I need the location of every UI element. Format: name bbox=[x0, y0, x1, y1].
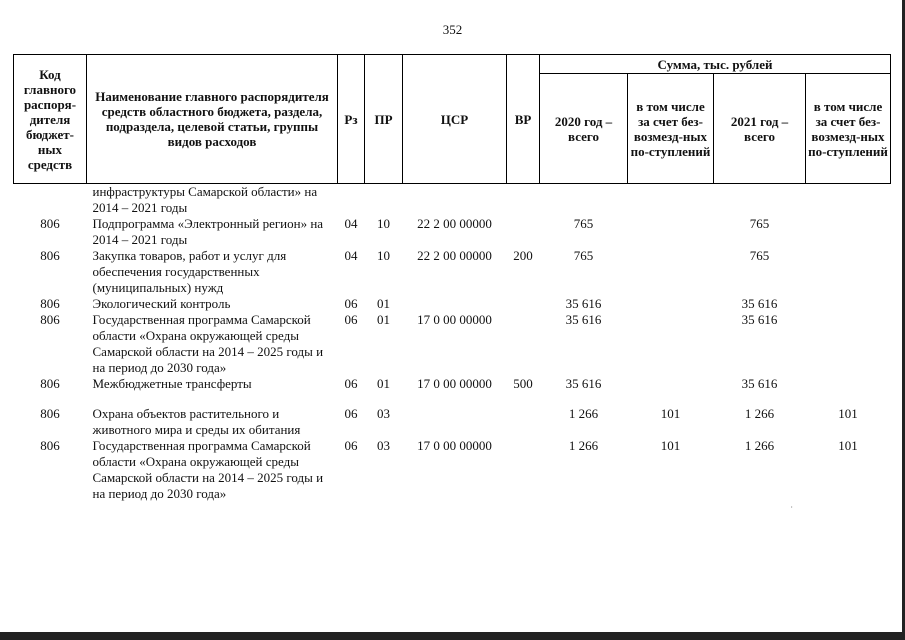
cell-pr bbox=[365, 184, 403, 217]
cell-code bbox=[14, 184, 87, 217]
scan-speck: · bbox=[790, 503, 793, 512]
header-sum-group: Сумма, тыс. рублей bbox=[540, 55, 891, 74]
cell-name: Государственная программа Самарской области «Охрана окружающей среды Самарской области на 2014 – 2025 годы и на период до 2030 года» bbox=[92, 312, 324, 375]
cell-pr: 03 bbox=[377, 438, 390, 453]
header-pr: ПР bbox=[365, 55, 403, 184]
table-row bbox=[14, 376, 891, 392]
cell-2021-grants bbox=[806, 296, 891, 312]
cell-2021-grants bbox=[806, 248, 891, 296]
cell-2020-total: 35 616 bbox=[565, 296, 602, 311]
cell-2020-total: 35 616 bbox=[565, 312, 602, 327]
cell-vr: 200 bbox=[513, 248, 533, 263]
cell-vr: 500 bbox=[513, 376, 533, 391]
cell-csr bbox=[403, 406, 507, 438]
cell-2020-total: 35 616 bbox=[565, 376, 602, 391]
cell-code: 806 bbox=[40, 376, 60, 391]
cell-code: 806 bbox=[40, 438, 60, 453]
header-rz: Рз bbox=[338, 55, 365, 184]
cell-pr: 01 bbox=[377, 376, 390, 391]
cell-csr: 17 0 00 00000 bbox=[417, 438, 492, 453]
cell-rz: 06 bbox=[344, 296, 358, 311]
cell-vr bbox=[507, 216, 540, 248]
cell-2020-grants bbox=[628, 184, 714, 217]
cell-2021-total: 765 bbox=[749, 216, 770, 231]
cell-name: Экологический контроль bbox=[92, 296, 231, 311]
scan-bottom-edge bbox=[0, 632, 905, 640]
table-body bbox=[14, 184, 891, 503]
cell-csr: 17 0 00 00000 bbox=[417, 376, 492, 391]
cell-name: Закупка товаров, работ и услуг для обеспечения государственных (муниципальных) нужд bbox=[92, 248, 287, 295]
cell-2020-total: 765 bbox=[573, 216, 594, 231]
cell-rz: 06 bbox=[344, 376, 358, 391]
row-spacer bbox=[14, 392, 891, 406]
cell-csr: 22 2 00 00000 bbox=[417, 216, 492, 231]
cell-2021-total: 1 266 bbox=[744, 438, 775, 453]
cell-2021-grants: 101 bbox=[838, 406, 858, 421]
cell-2021-grants bbox=[806, 312, 891, 376]
header-csr: ЦСР bbox=[403, 55, 507, 184]
cell-2020-grants bbox=[628, 312, 714, 376]
cell-2020-total: 1 266 bbox=[568, 438, 599, 453]
header-2021-grants: в том числе за счет без-возмезд-ных по-ступлений bbox=[806, 74, 891, 184]
table-row bbox=[14, 312, 891, 376]
header-2020-grants: в том числе за счет без-возмезд-ных по-ступлений bbox=[628, 74, 714, 184]
header-name: Наименование главного распорядителя средств областного бюджета, раздела, подраздела, целевой статьи, группы видов расходов bbox=[87, 55, 338, 184]
cell-2021-grants: 101 bbox=[838, 438, 858, 453]
cell-2021-total bbox=[714, 184, 806, 217]
cell-vr bbox=[507, 296, 540, 312]
cell-rz: 06 bbox=[344, 438, 358, 453]
header-code: Код главного распоря-дителя бюджет-ных средств bbox=[14, 55, 87, 184]
cell-2020-grants: 101 bbox=[660, 406, 681, 421]
cell-rz: 04 bbox=[344, 216, 358, 231]
cell-pr: 01 bbox=[377, 312, 390, 327]
header-vr: ВР bbox=[507, 55, 540, 184]
cell-pr: 03 bbox=[377, 406, 390, 421]
cell-2020-grants bbox=[628, 216, 714, 248]
header-2020-total: 2020 год – всего bbox=[540, 74, 628, 184]
budget-table bbox=[13, 54, 891, 502]
cell-pr: 01 bbox=[377, 296, 390, 311]
cell-name: Подпрограмма «Электронный регион» на 2014 – 2021 годы bbox=[92, 216, 324, 247]
cell-2021-total: 35 616 bbox=[741, 296, 778, 311]
cell-pr: 10 bbox=[377, 248, 390, 263]
cell-2021-total: 765 bbox=[749, 248, 770, 263]
cell-rz bbox=[338, 184, 365, 217]
table-row bbox=[14, 216, 891, 248]
table-header bbox=[14, 55, 891, 184]
cell-vr bbox=[507, 438, 540, 502]
cell-2020-grants bbox=[628, 296, 714, 312]
table-row bbox=[14, 248, 891, 296]
cell-rz: 06 bbox=[344, 406, 358, 421]
table-row bbox=[14, 184, 891, 217]
cell-name: инфраструктуры Самарской области» на 2014 – 2021 годы bbox=[92, 184, 318, 215]
cell-2020-total: 765 bbox=[573, 248, 594, 263]
cell-2020-grants bbox=[628, 248, 714, 296]
cell-2021-grants bbox=[806, 376, 891, 392]
cell-2020-grants bbox=[628, 376, 714, 392]
cell-2021-grants bbox=[806, 184, 891, 217]
cell-csr bbox=[403, 296, 507, 312]
cell-2021-total: 35 616 bbox=[741, 312, 778, 327]
cell-2021-total: 1 266 bbox=[744, 406, 775, 421]
cell-csr: 17 0 00 00000 bbox=[417, 312, 492, 327]
cell-2020-grants: 101 bbox=[660, 438, 681, 453]
cell-name: Охрана объектов растительного и животного мира и среды их обитания bbox=[92, 406, 301, 437]
cell-code: 806 bbox=[40, 216, 60, 231]
cell-vr bbox=[507, 406, 540, 438]
table-row bbox=[14, 438, 891, 502]
cell-code: 806 bbox=[40, 312, 60, 327]
cell-code: 806 bbox=[40, 248, 60, 263]
cell-rz: 06 bbox=[344, 312, 358, 327]
page-number: 352 bbox=[442, 22, 463, 37]
header-2021-total: 2021 год – всего bbox=[714, 74, 806, 184]
cell-name: Межбюджетные трансферты bbox=[92, 376, 252, 391]
table-row bbox=[14, 406, 891, 438]
cell-csr bbox=[403, 184, 507, 217]
table-row bbox=[14, 296, 891, 312]
cell-pr: 10 bbox=[377, 216, 390, 231]
cell-vr bbox=[507, 312, 540, 376]
cell-2020-total bbox=[540, 184, 628, 217]
cell-2020-total: 1 266 bbox=[568, 406, 599, 421]
cell-2021-total: 35 616 bbox=[741, 376, 778, 391]
cell-csr: 22 2 00 00000 bbox=[417, 248, 492, 263]
cell-vr bbox=[507, 184, 540, 217]
cell-code: 806 bbox=[40, 406, 60, 421]
cell-2021-grants bbox=[806, 216, 891, 248]
cell-code: 806 bbox=[40, 296, 60, 311]
cell-name: Государственная программа Самарской области «Охрана окружающей среды Самарской области на 2014 – 2025 годы и на период до 2030 года» bbox=[92, 438, 324, 501]
cell-rz: 04 bbox=[344, 248, 358, 263]
